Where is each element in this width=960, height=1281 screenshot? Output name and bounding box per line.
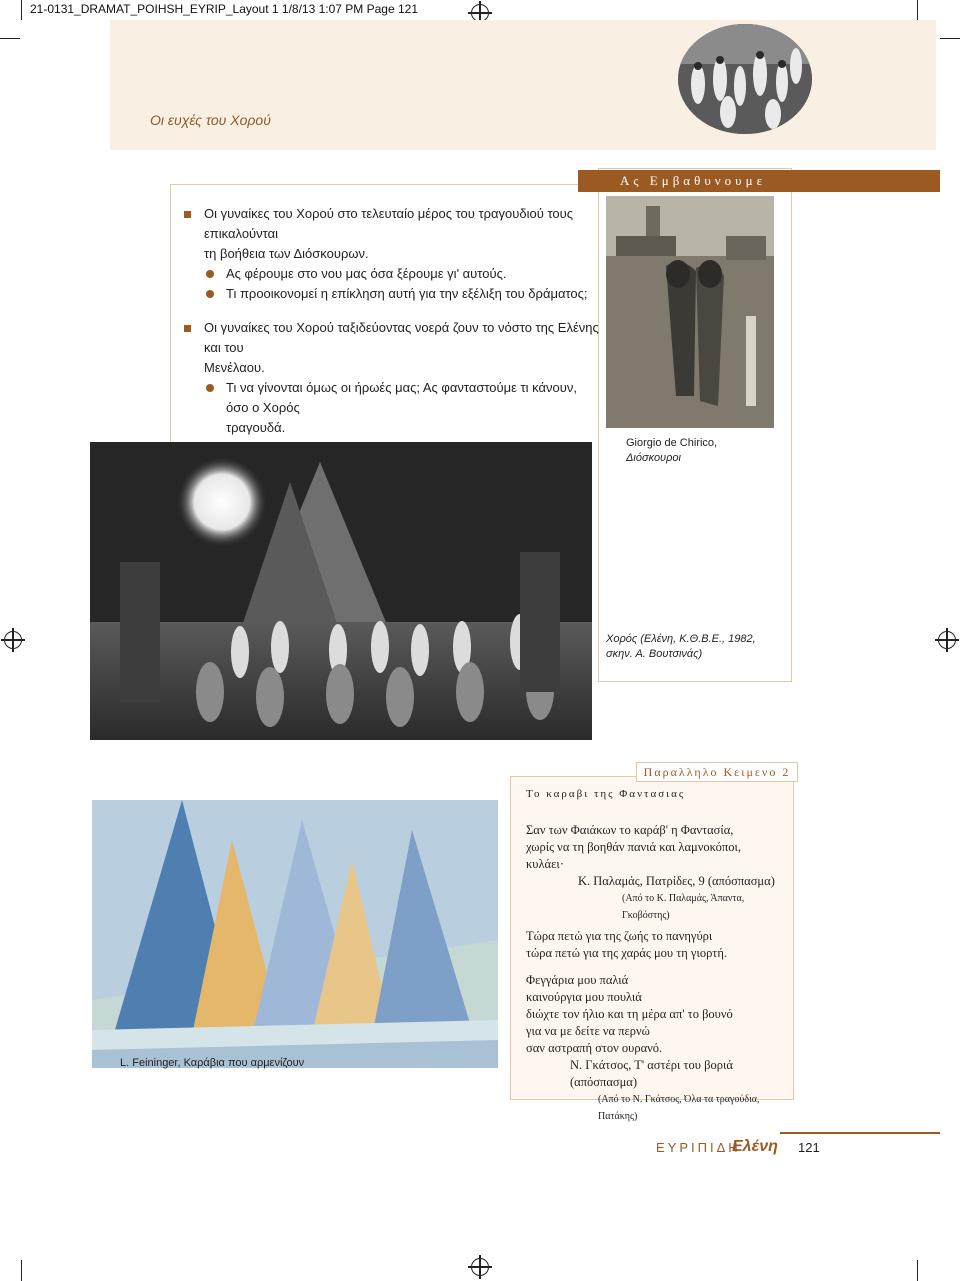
poem-line: χωρίς να τη βοηθάν πανιά και λαμνοκόποι, — [526, 840, 741, 854]
list-item — [184, 204, 600, 264]
registration-mark-right-icon — [938, 631, 956, 649]
dot-bullet-icon — [206, 290, 214, 298]
registration-mark-left-icon — [4, 631, 22, 649]
feininger-caption: L. Feininger, Καράβια που αρμενίζουν — [120, 1057, 305, 1069]
item-text: Μενέλαου. — [204, 360, 265, 375]
item-text: Οι γυναίκες του Χορού στο τελευταίο μέρος του τραγουδιού τους επικαλούνται — [204, 206, 574, 241]
stage-photo — [90, 442, 592, 740]
question-list — [184, 204, 600, 478]
slug-line: 21-0131_DRAMAT_POIHSH_EYRIP_Layout 1 1/8/13 1:07 PM Page 121 — [30, 2, 419, 16]
poem-1 — [526, 822, 788, 924]
stage-caption — [606, 632, 756, 662]
dot-bullet-icon — [206, 384, 214, 392]
item-text: Οι γυναίκες του Χορού ταξιδεύοντας νοερά ζουν το νόστο της Ελένης και του — [204, 320, 599, 355]
item-text: τη βοήθεια των Διόσκουρων. — [204, 246, 369, 261]
crop-mark — [917, 1260, 918, 1281]
item-text: Τι να γίνονται όμως οι ήρωές μας; Ας φανταστούμε τι κάνουν, όσο ο Χορός — [226, 380, 577, 415]
caption-artist: Giorgio de Chirico, — [626, 437, 718, 449]
poem-line: για να με δείτε να περνώ — [526, 1024, 650, 1038]
item-text: τραγουδά. — [226, 420, 286, 435]
poem-line: καινούργια μου πουλιά — [526, 990, 642, 1004]
footer-author: ΕΥΡΙΠΙΔΗ — [656, 1140, 741, 1155]
caption-line: σκην. Α. Βουτσινάς) — [606, 648, 703, 660]
list-item — [184, 284, 600, 304]
poem-source: (Από το Κ. Παλαμάς, Άπαντα, Γκοβόστης) — [622, 893, 745, 921]
item-text: Τι προοικονομεί η επίκληση αυτή για την εξέλιξη του δράματος; — [226, 286, 588, 301]
section-title: Οι ευχές του Χορού — [150, 112, 271, 128]
chirico-painting — [606, 196, 774, 428]
parallel-subtitle: Το καραβι της Φαντασιας — [526, 788, 686, 800]
footer-rule — [780, 1132, 940, 1134]
crop-mark — [21, 0, 22, 20]
dot-bullet-icon — [206, 270, 214, 278]
caption-line: Χορός (Ελένη, Κ.Θ.Β.Ε., 1982, — [606, 633, 756, 645]
section-heading: Ας Εμβαθυνουμε — [578, 170, 940, 192]
item-text: Ας φέρουμε στο νου μας όσα ξέρουμε γι' αυτούς. — [226, 266, 507, 281]
poem-line: τώρα πετώ για της χαράς μου τη γιορτή. — [526, 946, 727, 960]
list-item — [184, 264, 600, 284]
square-bullet-icon — [184, 325, 191, 332]
page-number: 121 — [798, 1140, 820, 1155]
poem-line: κυλάει· — [526, 857, 564, 871]
poem-line: Τώρα πετώ για της ζωής το πανηγύρι — [526, 929, 713, 943]
header-band — [110, 20, 936, 150]
crop-mark — [917, 0, 918, 20]
chirico-caption — [626, 436, 717, 466]
crop-mark — [21, 1260, 22, 1281]
list-item — [184, 318, 600, 378]
poem-2 — [526, 928, 788, 1125]
poem-attribution: Κ. Παλαμάς, Πατρίδες, 9 (απόσπασμα) — [578, 874, 775, 888]
registration-mark-bottom-icon — [471, 1258, 489, 1276]
feininger-painting — [92, 800, 498, 1068]
crop-mark — [0, 38, 20, 39]
chorus-round-photo — [678, 24, 812, 134]
square-bullet-icon — [184, 211, 191, 218]
poem-source: (Από το Ν. Γκάτσος, Όλα τα τραγούδια, Πατάκης) — [598, 1094, 760, 1122]
footer-work: Ελένη — [732, 1138, 778, 1155]
crop-mark — [940, 38, 960, 39]
caption-title: Διόσκουροι — [626, 452, 681, 464]
poem-attribution: Ν. Γκάτσος, Τ' αστέρι του βοριά (απόσπασμα) — [570, 1058, 733, 1089]
poem-line: σαν αστραπή στον ουρανό. — [526, 1041, 663, 1055]
poem-line: Σαν των Φαιάκων το καράβ' η Φαντασία, — [526, 823, 734, 837]
parallel-label: Παραλληλο Κειμενο 2 — [636, 762, 798, 782]
poem-line: διώχτε τον ήλιο και τη μέρα απ' το βουνό — [526, 1007, 733, 1021]
list-item — [184, 378, 600, 438]
poem-line: Φεγγάρια μου παλιά — [526, 973, 629, 987]
